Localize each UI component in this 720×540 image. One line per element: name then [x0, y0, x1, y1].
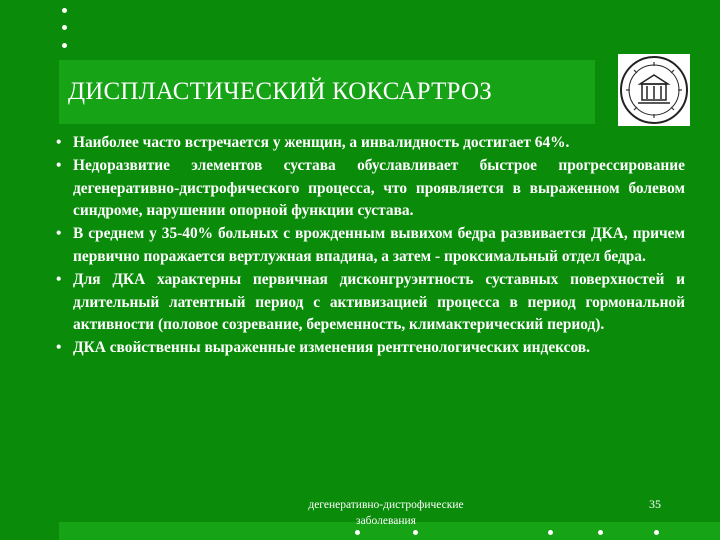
decor-dot-bottom-4 — [598, 530, 603, 535]
page-number: 35 — [649, 497, 661, 511]
decor-dot-bottom-3 — [548, 530, 553, 535]
bullet-item: • ДКА свойственны выраженные изменения рентгенологических индексов. — [56, 337, 685, 360]
bullet-item: • В среднем у 35-40% больных с врожденным вывихом бедра развивается ДКА, причем первично поражается вертлужная впадина, а затем - проксимальный отдел бедра. — [56, 223, 685, 269]
bullet-item: • Для ДКА характерны первичная дисконгруэнтность суставных поверхностей и длительный латентный период с активизацией процесса в период гормональной активности (половое созревание, беременность, климактерический период). — [56, 269, 685, 337]
bullet-item: • Недоразвитие элементов сустава обуславливает быстрое прогрессирование дегенеративно-дистрофического процесса, что проявляется в выраженном болевом синдроме, нарушении опорной функции сустава. — [56, 155, 685, 223]
bullet-item: • Наиболее часто встречается у женщин, а инвалидность достигает 64%. — [56, 132, 685, 155]
university-emblem-icon — [618, 54, 690, 126]
decor-dot-3 — [62, 43, 67, 48]
bullet-list — [56, 132, 685, 360]
decor-dot-1 — [62, 8, 67, 13]
slide-title: ДИСПЛАСТИЧЕСКИЙ КОКСАРТРОЗ — [68, 78, 492, 105]
decor-dot-bottom-2 — [413, 530, 418, 535]
slide-footer: дегенеративно-дистрофические заболевания — [308, 499, 464, 527]
decor-dot-bottom-5 — [654, 530, 659, 535]
decor-dot-2 — [62, 25, 67, 30]
decor-dot-bottom-1 — [355, 530, 360, 535]
